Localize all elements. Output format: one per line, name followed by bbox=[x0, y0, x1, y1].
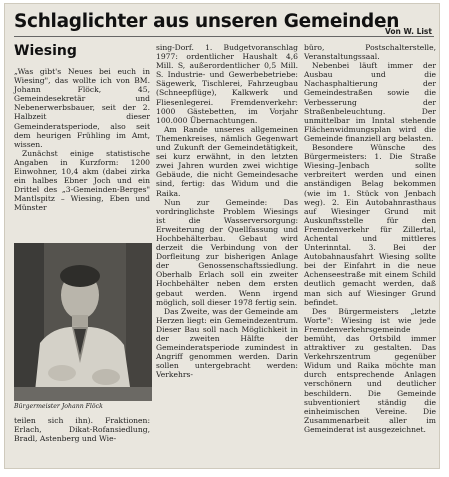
paragraph: „Was gibt's Neues bei euch in Wiesing", das wollte ich von BM. Johann Flöck, 45, Gemeindesekretär und Nebenerwerbsbauer, seit der 2. Halbzeit dieser Gemeinderatsperiode, also seit dem heurigen Frühling im Amt, wissen. bbox=[14, 67, 150, 149]
paragraph: teilen sich ihn). Fraktionen: Erlach, Dikat-Rofansiedlung, Bradl, Astenberg und Wie- bbox=[14, 416, 150, 444]
article-column-1 bbox=[14, 67, 150, 239]
paragraph: Besondere Wünsche des Bürgermeisters: 1. Die Straße Wiesing–Jenbach sollte verbreitert werden und einen anständigen Belag bekommen (wie im 1. Stück von Jenbach weg). 2. Ein Autobahnrasthaus auf Wiesinger Grund mit Auskunftsstelle für den Fremdenverkehr für Zillertal, Achental und mittleres Unterinntal. 3. Bei der Autobahnausfahrt Wiesing sollte bei der Einfahrt in die neue Achenseestraße mit einem Schild deutlich gemacht werden, daß man sich auf Wiesinger Grund befindet. bbox=[304, 143, 436, 307]
author-byline: Von W. List bbox=[384, 27, 432, 36]
headline-rule bbox=[14, 36, 434, 37]
portrait-photo bbox=[14, 243, 152, 401]
paragraph: sing-Dorf. 1. Budgetvoranschlag 1977: ordentlicher Haushalt 4,6 Mill. S, außerordentlicher 0,5 Mill. S. Industrie- und Gewerbebetriebe: Sägewerk, Tischlerei, Fahrzeugbau (Schneepflüge), Kalkwerk und Fliesenlegerei. Fremdenverkehr: 1000 Gästebetten, im Vorjahr 100.000 Übernachtungen. bbox=[156, 43, 298, 125]
section-title: Wiesing bbox=[14, 43, 77, 59]
article-column-2 bbox=[156, 43, 298, 467]
paragraph: Nebenbei läuft immer der Ausbau und die Nachasphaltierung der Gemeindestraßen sowie die Verbesserung der Straßenbeleuchtung. Der unmittelbar im Inntal stehende Flächenwidmungsplan wird die Gemeinde finanziell arg belasten. bbox=[304, 61, 436, 143]
article-column-1-continued bbox=[14, 416, 150, 464]
photo-caption: Bürgermeister Johann Flöck bbox=[14, 403, 103, 410]
paragraph: Des Bürgermeisters „letzte Worte": Wiesing ist wie jede Fremdenverkehrsgemeinde bemüht, das Ortsbild immer attraktiver zu gestalten. Das Verkehrszentrum gegenüber Widum und Raika möchte man durch entsprechende Anlagen verschönern und deutlicher beschildern. Die Gemeinde subventioniert ständig die einheimischen Vereine. Die Zusammenarbeit aller im Gemeinderat ist ausgezeichnet. bbox=[304, 306, 436, 434]
paragraph: Nun zur Gemeinde: Das vordringlichste Problem Wiesings ist die Wasserversorgung: Erweiterung der Quellfassung und Hochbehälterbau. Gebaut wird derzeit die Verbindung von der Dorfleitung zur bisherigen Anlage der Genossenschaftssiedlung. Oberhalb Erlach soll ein zweiter Hochbehälter neben dem ersten gebaut werden. Wenn irgend möglich, soll dieser 1978 fertig sein. bbox=[156, 197, 298, 307]
headline: Schlaglichter aus unseren Gemeinden bbox=[14, 11, 400, 32]
article-column-3 bbox=[304, 43, 436, 467]
paragraph: Zunächst einige statistische Angaben in Kurzform: 1200 Einwohner, 10,4 akm (dabei zirka ein halbes Ebner Joch und ein Drittel des „3-Gemeinden-Berges" Mantlspitz – Wiesing, Eben und Münster bbox=[14, 148, 150, 213]
paragraph: büro, Postschalterstelle, Veranstaltungssaal. bbox=[304, 43, 436, 62]
paragraph: Am Rande unseres allgemeinen Themenkreises, nämlich Gegenwart und Zukunft der Gemeindetätigkeit, sei kurz erwähnt, in den letzten zwei Jahren wurden zwei wichtige Gebäude, die nicht Gemeindesache sind, fertig: das Widum und die Raika. bbox=[156, 124, 298, 198]
paragraph: Das Zweite, was der Gemeinde am Herzen liegt: ein Gemeindezentrum. Dieser Bau soll nach Möglichkeit in der zweiten Hälfte der Gemeinderatsperiode zumindest in Angriff genommen werden. Darin sollen untergebracht werden: Verkehrs- bbox=[156, 306, 298, 380]
newspaper-clipping bbox=[4, 3, 440, 469]
